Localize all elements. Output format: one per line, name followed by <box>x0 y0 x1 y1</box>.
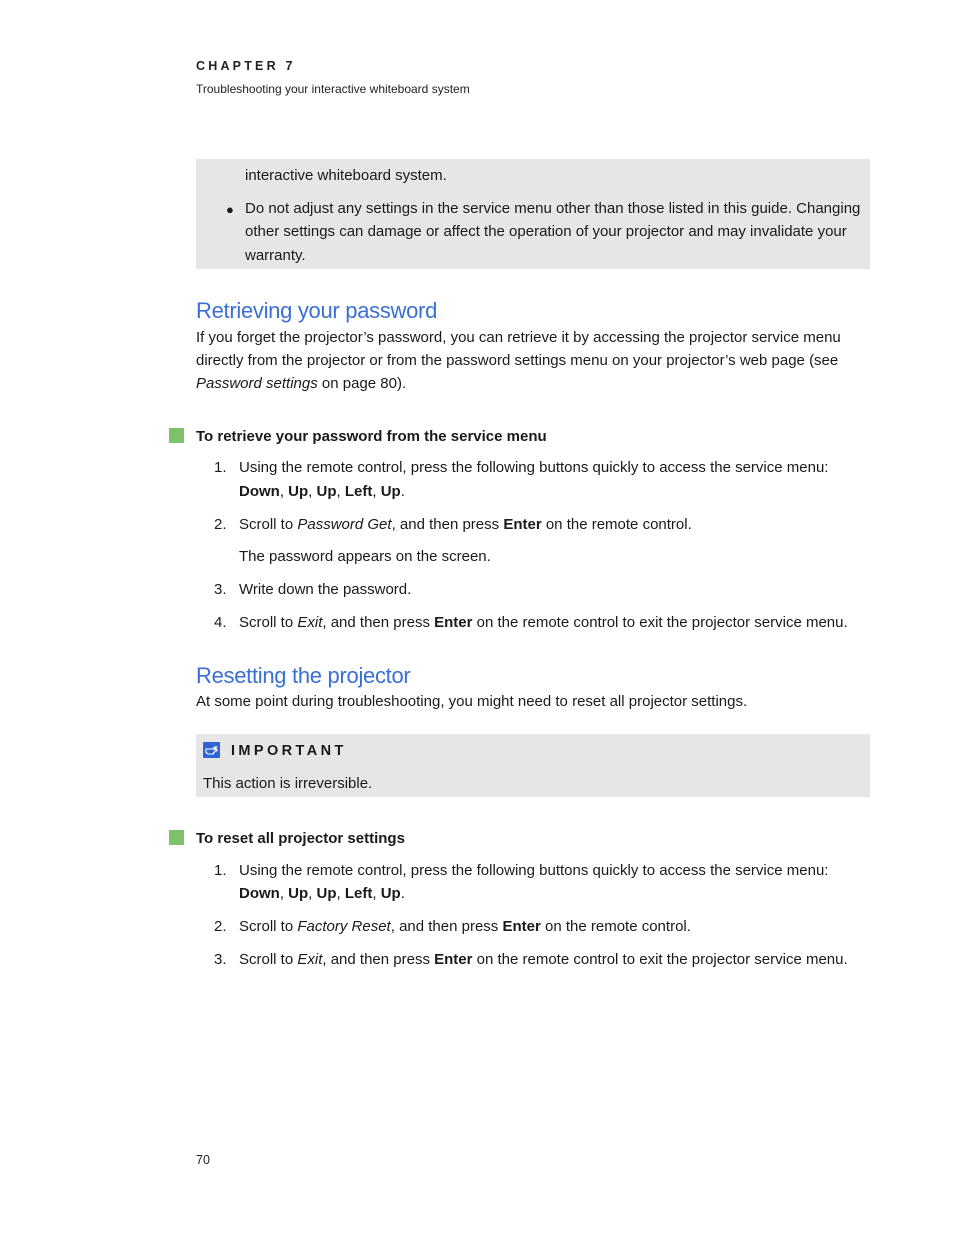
key: Left <box>344 483 373 500</box>
hand-pointing-icon <box>203 742 220 758</box>
key-separator: , <box>372 885 381 902</box>
procedure-marker-icon <box>169 830 184 845</box>
step-text-part: on the remote control. <box>540 918 691 935</box>
menu-item-name: Factory Reset <box>297 918 391 935</box>
step-text <box>239 951 848 968</box>
step-result: The password appears on the screen. <box>239 548 491 565</box>
key-separator: , <box>372 483 381 500</box>
chapter-title: Troubleshooting your interactive whiteboard system <box>196 82 470 96</box>
step-number: 1. <box>214 862 227 879</box>
key: Enter <box>502 918 541 935</box>
menu-item-name: Password Get <box>297 516 392 533</box>
note-continuation: interactive whiteboard system. <box>245 167 447 184</box>
note-box <box>196 159 870 269</box>
key: Enter <box>434 951 473 968</box>
key-sequence <box>239 483 405 500</box>
step-text <box>239 918 691 935</box>
step-text <box>239 516 692 533</box>
step-number: 2. <box>214 516 227 533</box>
step-number: 2. <box>214 918 227 935</box>
important-box <box>196 734 870 797</box>
key-separator: , <box>336 483 345 500</box>
step-text-part: Scroll to <box>239 951 298 968</box>
key: Down <box>239 483 280 500</box>
step-text-part: Scroll to <box>239 918 298 935</box>
step-number: 1. <box>214 459 227 476</box>
step-text-part: Scroll to <box>239 516 298 533</box>
step-text-part: Scroll to <box>239 614 298 631</box>
key-separator: , <box>336 885 345 902</box>
step-text-part: , and then press <box>322 614 435 631</box>
key: Enter <box>503 516 542 533</box>
key-end: . <box>400 483 405 500</box>
key: Up <box>288 483 309 500</box>
key-end: . <box>400 885 405 902</box>
procedure-title: To reset all projector settings <box>196 830 405 847</box>
key: Up <box>380 885 401 902</box>
key: Up <box>288 885 309 902</box>
page-number: 70 <box>196 1153 210 1167</box>
important-label: IMPORTANT <box>231 743 347 759</box>
step-text: Using the remote control, press the following buttons quickly to access the service menu: <box>239 862 829 879</box>
step-number: 4. <box>214 614 227 631</box>
intro-line: At some point during troubleshooting, you might need to reset all projector settings. <box>196 693 748 710</box>
key: Left <box>344 885 373 902</box>
key-separator: , <box>308 483 317 500</box>
step-text: Using the remote control, press the following buttons quickly to access the service menu: <box>239 459 829 476</box>
intro-line <box>196 375 406 392</box>
key: Up <box>316 483 337 500</box>
key-separator: , <box>279 885 289 902</box>
key: Up <box>380 483 401 500</box>
key: Down <box>239 885 280 902</box>
step-text <box>239 614 848 631</box>
menu-item-name: Exit <box>297 951 323 968</box>
note-bullet-line: warranty. <box>245 247 306 264</box>
section-heading-retrieving-password: Retrieving your password <box>196 298 438 323</box>
password-settings-link[interactable]: Password settings <box>196 375 318 392</box>
step-number: 3. <box>214 951 227 968</box>
step-text-part: , and then press <box>322 951 435 968</box>
intro-line: directly from the projector or from the password settings menu on your projector’s web page (see <box>196 352 839 369</box>
key-separator: , <box>308 885 317 902</box>
step-text-part: , and then press <box>390 918 503 935</box>
intro-line: If you forget the projector’s password, you can retrieve it by accessing the projector service menu <box>196 329 841 346</box>
step-text-part: , and then press <box>391 516 504 533</box>
note-bullet-line: Do not adjust any settings in the service menu other than those listed in this guide. Changing <box>245 200 861 217</box>
procedure-title: To retrieve your password from the service menu <box>196 428 547 445</box>
section-heading-resetting-projector: Resetting the projector <box>196 663 411 688</box>
procedure-marker-icon <box>169 428 184 443</box>
key: Enter <box>434 614 473 631</box>
step-text-part: on the remote control. <box>541 516 692 533</box>
intro-text: on page 80). <box>317 375 407 392</box>
key-sequence <box>239 885 405 902</box>
chapter-label: CHAPTER 7 <box>196 59 296 73</box>
step-text: Write down the password. <box>239 581 412 598</box>
key: Up <box>316 885 337 902</box>
bullet-icon: ● <box>226 202 234 217</box>
step-text-part: on the remote control to exit the projector service menu. <box>472 614 848 631</box>
important-text: This action is irreversible. <box>203 775 373 792</box>
menu-item-name: Exit <box>297 614 323 631</box>
hand-pointing-icon-svg <box>203 742 220 758</box>
step-number: 3. <box>214 581 227 598</box>
note-bullet-line: other settings can damage or affect the operation of your projector and may invalidate your <box>245 223 847 240</box>
key-separator: , <box>279 483 289 500</box>
step-text-part: on the remote control to exit the projector service menu. <box>472 951 848 968</box>
